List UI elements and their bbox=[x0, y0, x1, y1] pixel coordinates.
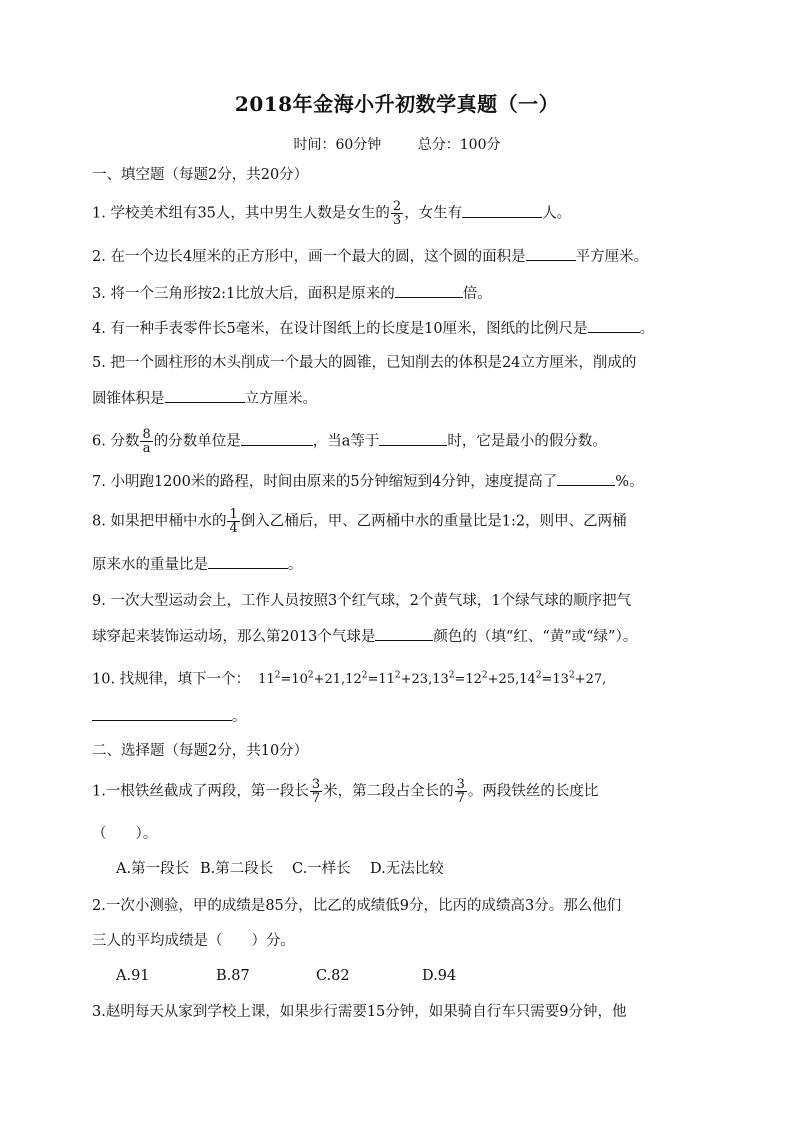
fraction: $\frac{8}{a}$ bbox=[142, 427, 151, 456]
question-1-1: 1. 学校美术组有35人，其中男生人数是女生的 $\frac{2}{3}$ ，女生有 人。 bbox=[92, 199, 572, 228]
option-a[interactable]: A.第一段长 bbox=[116, 861, 190, 877]
question-1-5: 5. 把一个圆柱形的木头削成一个最大的圆锥，已知削去的体积是24立方厘米，削成的 bbox=[92, 355, 637, 371]
question-1-2: 2. 在一个边长4厘米的正方形中，画一个最大的圆，这个圆的面积是 平方厘米。 bbox=[92, 246, 704, 267]
question-2-2: 2.一次小测验，甲的成绩是85分，比乙的成绩低9分，比丙的成绩高3分。那么他们 bbox=[92, 898, 622, 914]
page-title: 2018年金海小升初数学真题（一） bbox=[234, 92, 560, 116]
question-2-1-options bbox=[116, 859, 728, 879]
question-1-5-cont: 圆锥体积是 立方厘米。 bbox=[92, 388, 704, 409]
option-d[interactable]: D.无法比较 bbox=[370, 861, 444, 877]
question-1-9-cont: 球穿起来装饰运动场，那么第2013个气球是 颜色的（填“红、“黄”或“绿”）。 bbox=[92, 626, 704, 647]
answer-blank[interactable] bbox=[379, 431, 447, 446]
question-1-7: 7. 小明跑1200米的路程，时间由原来的5分钟缩短到4分钟，速度提高了 %。 bbox=[92, 471, 704, 492]
question-1-8: 8. 如果把甲桶中水的 $\frac{1}{4}$ 倒入乙桶后，甲、乙两桶中水的重量比是1:2，则甲、乙两桶 bbox=[92, 507, 627, 536]
question-2-3: 3.赵明每天从家到学校上课，如果步行需要15分钟，如果骑自行车只需要9分钟，他 bbox=[92, 1004, 627, 1020]
question-2-2-options bbox=[116, 966, 728, 986]
answer-blank[interactable] bbox=[557, 471, 615, 486]
question-2-1: 1.一根铁丝截成了两段，第一段长 $\frac{3}{7}$ 米，第二段占全长的 $\frac{3}{7}$ 。两段铁丝的长度比 bbox=[92, 777, 599, 806]
option-a[interactable]: A.91 bbox=[116, 968, 150, 984]
answer-blank[interactable] bbox=[241, 431, 313, 446]
pattern-formula: $11^2=10^2+21,12^2=11^2+23,13^2=12^2+25,14^2=13^2+27$, bbox=[258, 671, 607, 688]
question-1-3: 3. 将一个三角形按2:1比放大后，面积是原来的 倍。 bbox=[92, 283, 704, 304]
answer-blank[interactable] bbox=[92, 706, 232, 721]
exam-meta bbox=[0, 134, 794, 154]
fraction: $\frac{3}{7}$ bbox=[456, 777, 465, 806]
question-1-10: 10. 找规律，填下一个： $11^2=10^2+21,12^2=11^2+23,13^2=12^2+25,14^2=13^2+27$, bbox=[92, 671, 607, 688]
option-c[interactable]: C.一样长 bbox=[292, 861, 351, 877]
answer-blank[interactable] bbox=[395, 283, 463, 298]
answer-blank[interactable] bbox=[526, 246, 576, 261]
section-1-heading: 一、填空题（每题2分，共20分） bbox=[92, 167, 309, 183]
fraction: $\frac{2}{3}$ bbox=[392, 199, 402, 228]
option-c[interactable]: C.82 bbox=[316, 968, 350, 984]
question-2-1-cont: （ ）。 bbox=[92, 826, 158, 842]
answer-blank[interactable] bbox=[208, 554, 288, 569]
time-limit: 时间：60分钟 bbox=[293, 137, 382, 153]
answer-blank[interactable] bbox=[165, 388, 245, 403]
question-1-4: 4. 有一种手表零件长5毫米，在设计图纸上的长度是10厘米，图纸的比例尺是 。 bbox=[92, 318, 704, 339]
total-score: 总分：100分 bbox=[417, 137, 501, 153]
option-b[interactable]: B.第二段长 bbox=[200, 861, 274, 877]
answer-blank[interactable] bbox=[375, 626, 433, 641]
question-1-8-cont: 原来水的重量比是 。 bbox=[92, 554, 704, 575]
option-b[interactable]: B.87 bbox=[216, 968, 250, 984]
option-d[interactable]: D.94 bbox=[422, 968, 457, 984]
section-2-heading: 二、选择题（每题2分，共10分） bbox=[92, 743, 309, 759]
question-1-9: 9. 一次大型运动会上，工作人员按照3个红气球，2个黄气球，1个绿气球的顺序把气 bbox=[92, 593, 632, 609]
answer-blank[interactable] bbox=[588, 318, 640, 333]
answer-blank[interactable] bbox=[462, 203, 542, 218]
question-1-6: 6. 分数 $\frac{8}{a}$ 的分数单位是 ，当a等于 时，它是最小的假分数。 bbox=[92, 427, 607, 456]
fraction: $\frac{1}{4}$ bbox=[229, 507, 238, 536]
question-2-2-cont: 三人的平均成绩是（ ）分。 bbox=[92, 933, 295, 949]
question-1-10-cont: 。 bbox=[92, 706, 704, 727]
fraction: $\frac{3}{7}$ bbox=[311, 777, 321, 806]
